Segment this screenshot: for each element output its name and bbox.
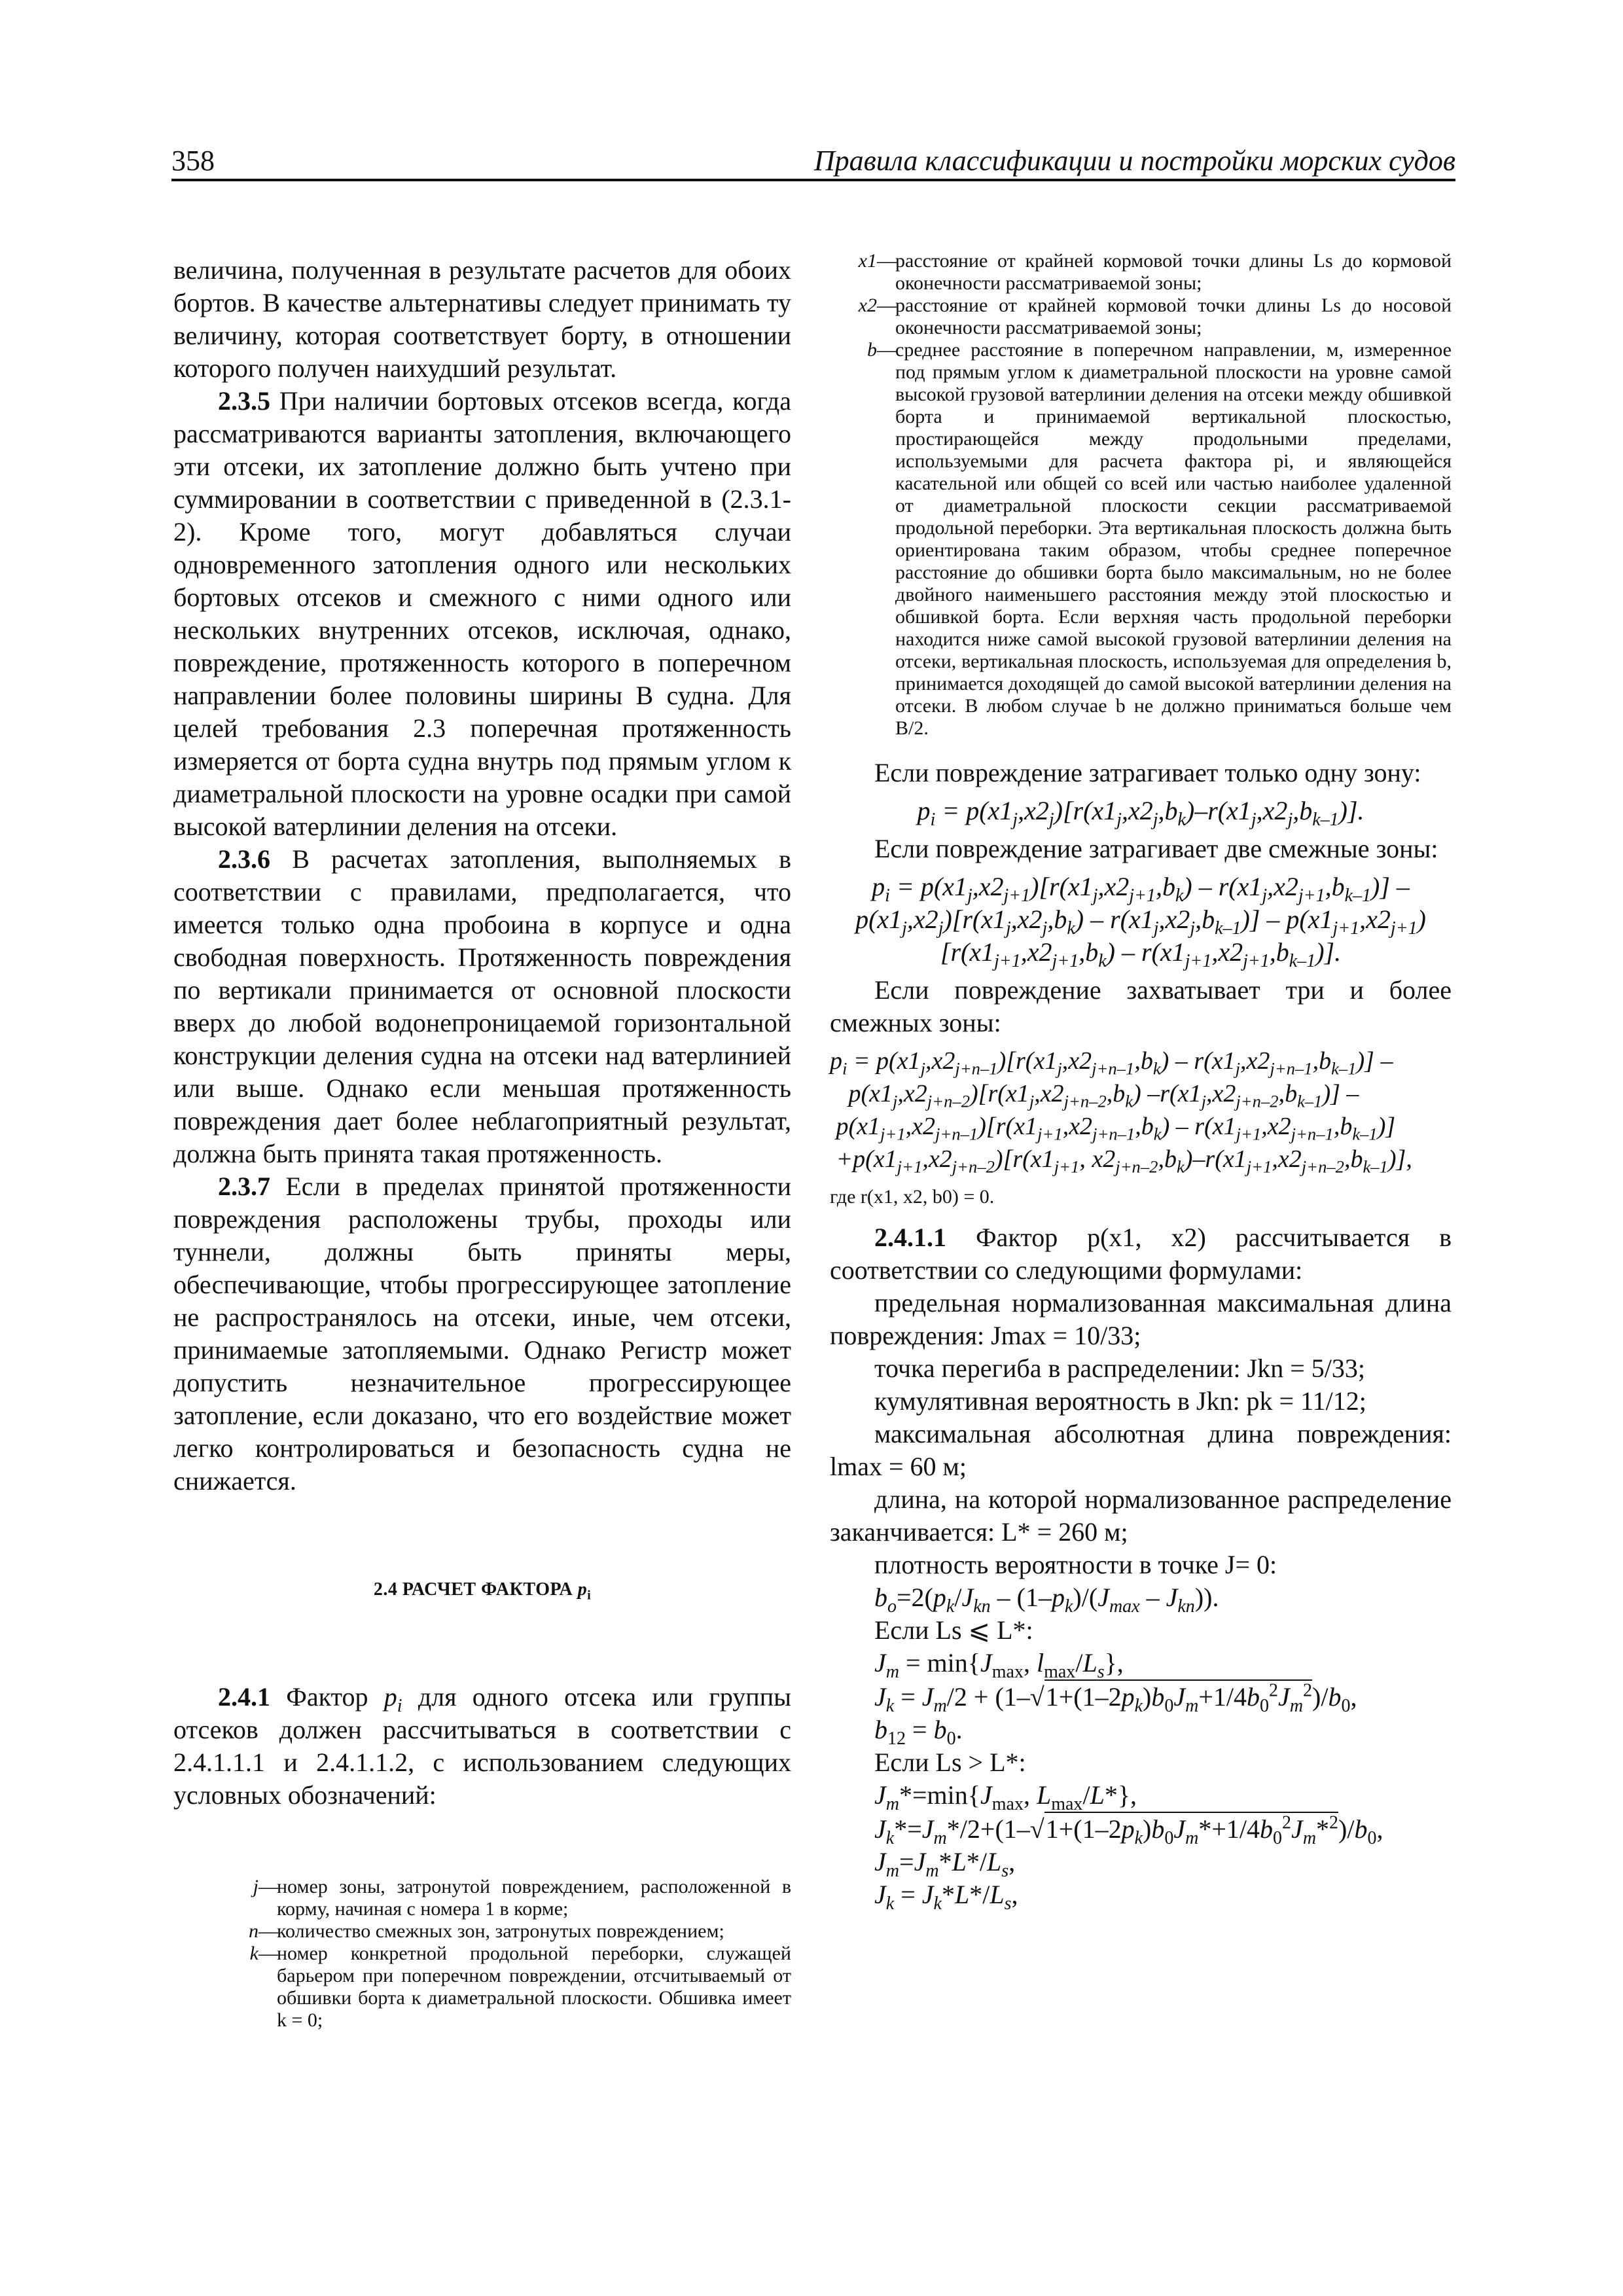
formula-line: точка перегиба в распределении: Jkn = 5/33; (874, 1354, 1365, 1383)
section-heading (173, 1573, 791, 1606)
formula-line: длина, на которой нормализованное распределение заканчивается: L* = 260 м; (830, 1484, 1452, 1547)
notation-text: количество смежных зон, затронутых повреждением; (277, 1920, 724, 1942)
paragraph-text: При наличии бортовых отсеков всегда, когда рассматриваются варианты затопления, включающего эти отсеки, их затопление должно быть учтено при суммировании в соответствии с приведенной в (2.3.1-2). Кроме того, могут добавляться случаи одновременного затопления одного или нескольких бортовых отсеков и смежного с ними одного или нескольких внутренних отсеков, исключая, однако, повреждение, протяженность которого в поперечном направлении более половины ширины B судна. Для целей требования 2.3 поперечная протяженность измеряется от борта судна внутрь под прямым углом к диаметральной плоскости на уровне осадки при самой высокой ватерлинии деления на отсеки. (173, 386, 791, 841)
formula-jk-scaled: $J_k = J_k*L*/L_s$, (874, 1880, 1018, 1914)
formula-condition: Если Ls ⩽ L*: (874, 1615, 1033, 1645)
section-symbol: p (577, 1579, 588, 1600)
paragraph-2-3-6 (173, 843, 791, 1170)
notation-item: j — номер зоны, затронутой повреждением, расположенной в корму, начиная с номера 1 в корме; (211, 1876, 791, 1920)
paragraph-continued: величина, полученная в результате расчетов для обоих бортов. В качестве альтернативы следует принимать ту величину, которая соответствует борту, в отношении которого получен наихудший результат. (173, 255, 791, 383)
notation-list-left (173, 1876, 791, 2032)
clause-number: 2.3.6 (218, 844, 270, 874)
notation-text: номер конкретной продольной переборки, служащей барьером при поперечном повреждении, отсчитываемый от обшивки борта к диаметральной плоскости. Обшивка имеет k = 0; (277, 1943, 791, 2031)
formula-line: плотность вероятности в точке J= 0: (874, 1550, 1277, 1579)
paragraph-2-4-1-1 (830, 1221, 1452, 1287)
clause-number: 2.3.5 (218, 386, 270, 416)
notation-item: k — номер конкретной продольной переборки, служащей барьером при поперечном повреждении, отсчитываемый от обшивки борта к диаметральной плоскости. Обшивка имеет k = 0; (211, 1943, 791, 2032)
running-title: Правила классификации и постройки морских судов (813, 145, 1455, 177)
notation-text: расстояние от крайней кормовой точки длины Ls до носовой оконечности рассматриваемой зоны; (895, 295, 1452, 338)
formula-b0: $b_o=2(p_k/J_{kn} - (1-p_k)/(J_{max} - J_{kn}))$. (874, 1583, 1219, 1617)
formula-jm-scaled: $J_m=J_m*L*/L_s$, (874, 1847, 1016, 1881)
page-number: 358 (171, 145, 215, 177)
notation-item: x2 — расстояние от крайней кормовой точки длины Ls до носовой оконечности рассматриваемой зоны; (830, 295, 1452, 339)
notation-text: номер зоны, затронутой повреждением, расположенной в корму, начиная с номера 1 в корме; (277, 1876, 791, 1920)
paragraph-2-3-5 (173, 385, 791, 843)
paragraph-text: Фактор (270, 1682, 384, 1712)
clause-number: 2.3.7 (218, 1172, 270, 1201)
case-two-zones: Если повреждение затрагивает две смежные зоны: (874, 834, 1438, 863)
notation-list-right (830, 250, 1452, 740)
notation-item: n — количество смежных зон, затронутых повреждением; (211, 1920, 791, 1943)
section-title: 2.4 РАСЧЕТ ФАКТОРА (373, 1579, 573, 1600)
formula-condition: Если Ls > L*: (874, 1748, 1026, 1777)
notation-key: x1 (858, 250, 877, 272)
paragraph-text: для одного отсека или группы отсеков должен рассчитываться в соответствии с 2.4.1.1.1 и 2.4.1.1.2, с использованием следующих условных обозначений: (173, 1682, 791, 1810)
formula-two-zones: $p_i = p(x1_j,x2_{j+1})[r(x1_j,x2_{j+1},b_k) - r(x1_j,x2_{j+1},b_{k-1})]$ – $p(x1_j,x2_j)[r(x1_j,x2_j,b_k) - r(x1_j,x2_j,b_{k-1})] - p(x1_{j+1},x2_{j+1})$ $[r(x1_{j+1},x2_{j+1},b_k) - r(x1_{j+1},x2_{j+1},b_{k-1})]$. (855, 872, 1426, 971)
notation-item: b — среднее расстояние в поперечном направлении, м, измеренное под прямым углом к диаметральной плоскости на уровне самой высокой грузовой ватерлинии деления на отсеки между обшивкой борта и принимаемой вертикальной плоскостью, простирающейся между продольными пределами, используемыми для расчета фактора pi, и являющейся касательной или общей со всей или частью наиболее удаленной от диаметральной плоскости секции рассматриваемой продольной переборки. Эта вертикальная плоскость должна быть ориентирована таким образом, чтобы среднее поперечное расстояние до обшивки борта было максимальным, но не более двойного наименьшего расстояния между этой плоскостью и обшивкой борта. Если верхняя часть продольной переборки находится ниже самой высокой грузовой ватерлинии деления на отсеки, вертикальная плоскость, используемая для определения b, принимается доходящей до самой высокой ватерлинии деления на отсеки. В любом случае b не должно приниматься больше чем B/2. (830, 339, 1452, 740)
paragraph-2-4-1: 2.4.1 Фактор $p_i$ для одного отсека или группы отсеков должен рассчитываться в соответствии с 2.4.1.1.1 и 2.4.1.1.2, с использованием следующих условных обозначений: (173, 1682, 791, 1810)
formula-jm: $J_m = \min\{J_{max}$, $l_{max}/L_s$}, (874, 1648, 1124, 1682)
case-three-zones: Если повреждение захватывает три и более смежных зоны: (830, 975, 1452, 1037)
formula-jk: $J_k = J_m/2 + (1-√1+(1-2p_k)b_0J_m+1/4b_0^2J_m^2)/b_0$, (874, 1680, 1357, 1716)
paragraph-2-3-7 (173, 1170, 791, 1498)
formula-line: максимальная абсолютная длина повреждения: lmax = 60 м; (830, 1419, 1452, 1481)
formula-one-zone: $p_i = p(x1_j,x2_j)[r(x1_j,x2_j,b_k)-r(x1_j,x2_j,b_{k-1})]$. (917, 796, 1364, 830)
paragraph-text: Если в пределах принятой протяженности повреждения расположены трубы, проходы или туннели, должны быть приняты меры, обеспечивающие, чтобы прогрессирующее затопление не распространялось на отсеки, иные, чем отсеки, принимаемые затопляемыми. Однако Регистр может допустить незначительное прогрессирующее затопление, если доказано, что его воздействие может легко контролироваться и безопасность судна не снижается. (173, 1172, 791, 1496)
formula-three-zones: $p_i = p(x1_j,x2_{j+n-1})[r(x1_j,x2_{j+n-1},b_k) - r(x1_j,x2_{j+n-1},b_{k-1})]$ – $p(x1_j,x2_{j+n-2})[r(x1_j,x2_{j+n-2},b_k)$ $-r(x1_j,x2_{j+n-2},b_{k-1})$] – $p(x1_{j+1},x2_{j+n-1})[r(x1_{j+1},x2_{j+n-1},b_k) - r(x1_{j+1},x2_{j+n-1},b_{k-1})]$ $+p(x1_{j+1},x2_{j+n-2})[r(x1_{j+1}$, $x2_{j+n-2},b_k)-r(x1_{j+1},x2_{j+n-2},b_{k-1})$], (830, 1047, 1412, 1177)
paragraph-text: Фактор p(x1, x2) рассчитывается в соответствии со следующими формулами: (830, 1223, 1452, 1285)
notation-item: x1 — расстояние от крайней кормовой точки длины Ls до кормовой оконечности рассматриваемой зоны; (830, 250, 1452, 295)
case-one-zone: Если повреждение затрагивает только одну зону: (874, 758, 1421, 787)
clause-number: 2.4.1 (218, 1682, 270, 1712)
header-rule (171, 179, 1455, 181)
notation-text: среднее расстояние в поперечном направлении, м, измеренное под прямым углом к диаметральной плоскости на уровне самой высокой грузовой ватерлинии деления на отсеки между обшивкой борта и принимаемой вертикальной плоскостью, простирающейся между продольными пределами, используемыми для расчета фактора pi, и являющейся касательной или общей со всей или частью наиболее удаленной от диаметральной плоскости секции рассматриваемой продольной переборки. Эта вертикальная плоскость должна быть ориентирована таким образом, чтобы среднее поперечное расстояние до обшивки борта было максимальным, но не более двойного наименьшего расстояния между этой плоскостью и обшивкой борта. Если верхняя часть продольной переборки находится ниже самой высокой грузовой ватерлинии деления на отсеки, вертикальная плоскость, используемая для определения b, принимается доходящей до самой высокой ватерлинии деления на отсеки. В любом случае b не должно приниматься больше чем B/2. (895, 339, 1452, 739)
right-column (830, 250, 1452, 1914)
notation-key: x2 (858, 295, 877, 316)
notation-text: расстояние от крайней кормовой точки длины Ls до кормовой оконечности рассматриваемой зоны; (895, 250, 1452, 294)
notation-key: j (253, 1876, 259, 1897)
formula-jk-star: $J_k*=J_m*/2+(1-√1+(1-2p_k)b_0J_m*+1/4b_0^2J_m*^2)/b_0$, (874, 1812, 1383, 1848)
formula-line: кумулятивная вероятность в Jkn: pk = 11/12; (874, 1386, 1366, 1416)
paragraph-text: В расчетах затопления, выполняемых в соответствии с правилами, предполагается, что имеется только одна пробоина в корпусе и одна свободная поверхность. Протяженность повреждения по вертикали принимается от основной плоскости вверх до любой водонепроницаемой горизонтальной конструкции деления судна на отсеки над ватерлинией или выше. Однако если меньшая протяженность повреждения дает более неблагоприятный результат, должна быть принята такая протяженность. (173, 844, 791, 1168)
left-column (173, 254, 791, 2032)
formula-b12: $b_{12} = b_0$. (874, 1715, 963, 1749)
formula-line: предельная нормализованная максимальная длина повреждения: Jmax = 10/33; (830, 1288, 1452, 1350)
notation-key: b (867, 339, 877, 361)
page-header (171, 144, 1455, 181)
notation-key: n (249, 1920, 259, 1942)
notation-key: k (249, 1943, 259, 1964)
clause-number: 2.4.1.1 (874, 1223, 946, 1252)
section-subscript: i (587, 1588, 592, 1603)
formula-note: где r(x1, x2, b0) = 0. (830, 1186, 995, 1208)
formula-jm-star: $J_m*=\min\{J_{max}$, $L_{max}/L*$}, (874, 1780, 1137, 1814)
